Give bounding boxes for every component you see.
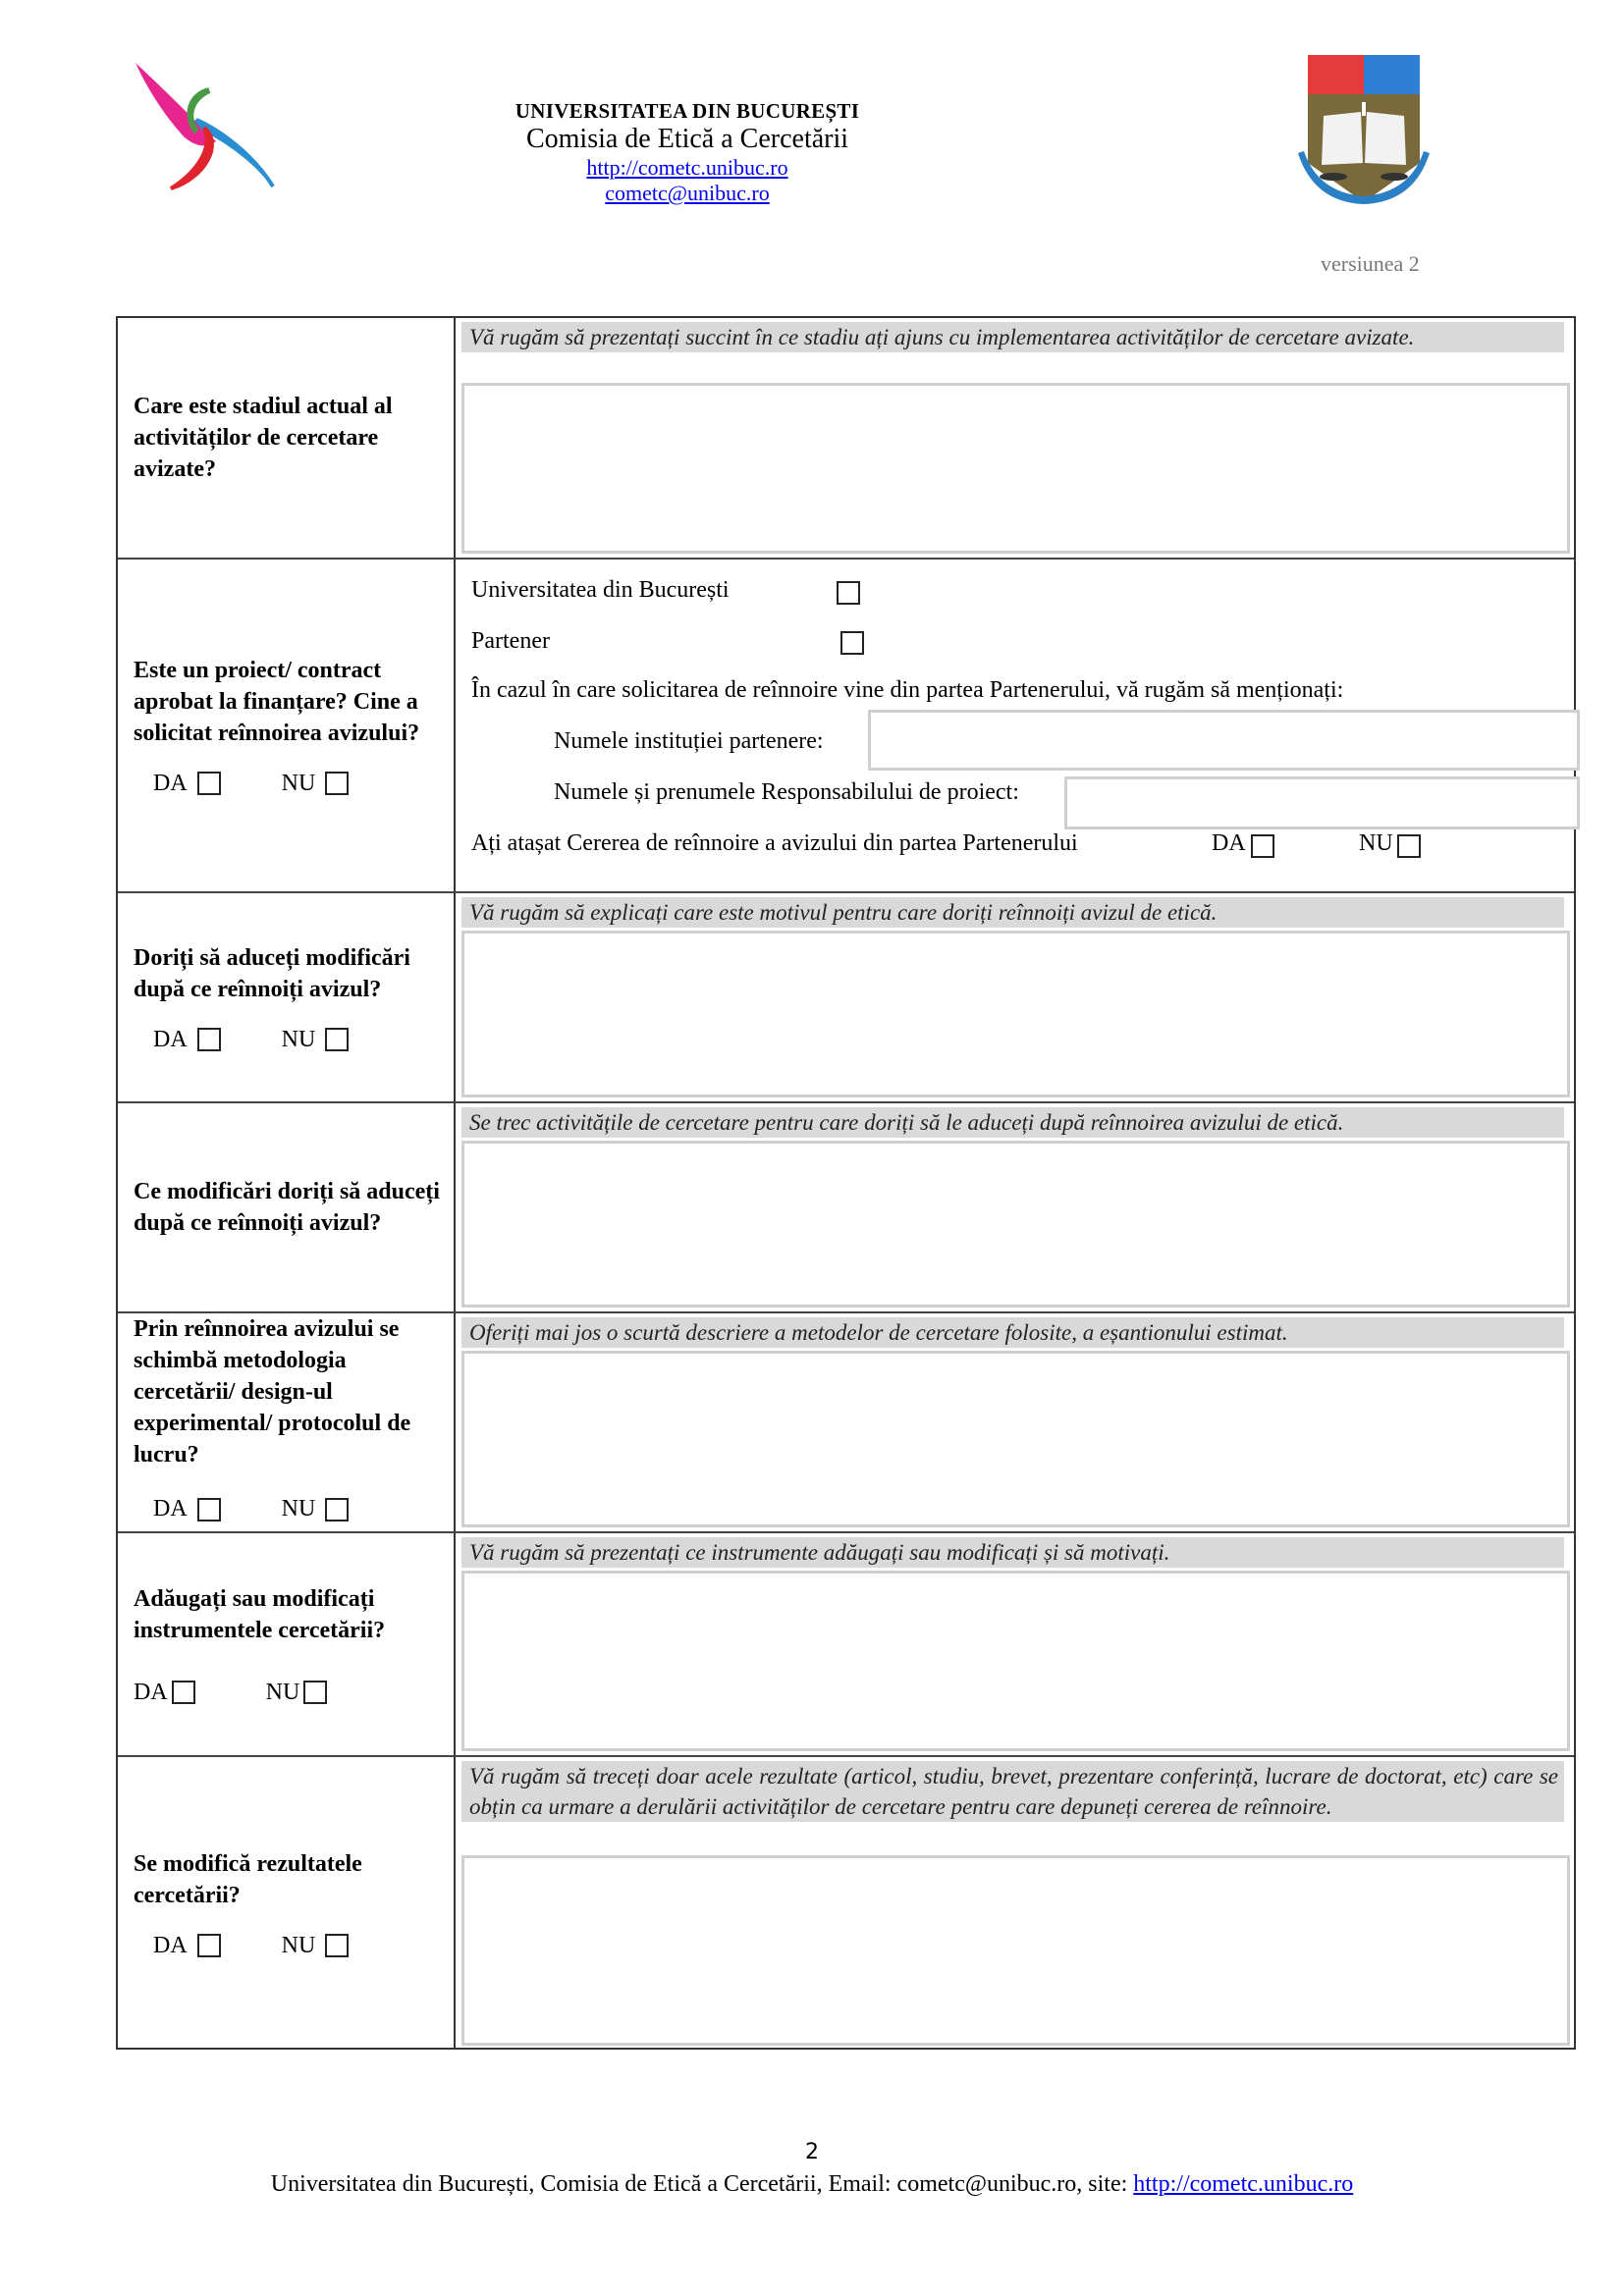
instruction-hint: Se trec activitățile de cercetare pentru care doriți să le aduceți după reînnoirea avizului de etică. [461,1107,1564,1138]
yes-label: DA [153,770,188,796]
question-text: Adăugați sau modificați instrumentele cercetării? [134,1585,386,1643]
question-cell [118,1313,456,1531]
university-checkbox[interactable] [837,581,860,605]
attached-no-checkbox[interactable] [1397,834,1421,858]
instruction-hint: Oferiți mai jos o scurtă descriere a metodelor de cercetare folosite, a eșantionului estimat. [461,1317,1564,1348]
answer-textbox[interactable] [461,1571,1570,1751]
table-row [118,560,1574,893]
answer-textbox[interactable] [461,383,1570,554]
table-row [118,893,1574,1103]
option-partner [471,628,550,655]
yes-no-group [134,1933,440,1959]
answer-cell [456,893,1574,1101]
commission-logo [126,51,283,198]
answer-textbox[interactable] [461,1855,1570,2046]
website-link[interactable]: http://cometc.unibuc.ro [586,155,788,180]
question-cell [118,1757,456,2050]
question-text: Prin reînnoirea avizului se schimbă metodologia cercetării/ design-ul experimental/ protocolul de lucru? [134,1316,411,1468]
yes-label: DA [134,1679,168,1705]
partner-institution-label: Numele instituției partenere: [554,728,824,754]
page-footer [0,2171,1624,2198]
question-cell [118,560,456,891]
question-text: Ce modificări doriți să aduceți după ce reînnoiți avizul? [134,1179,440,1236]
yes-checkbox[interactable] [172,1681,195,1704]
attached-yes-checkbox[interactable] [1251,834,1274,858]
yes-label: DA [153,1026,188,1052]
no-checkbox[interactable] [325,1028,349,1051]
project-manager-label: Numele și prenumele Responsabilului de proiect: [554,779,1019,805]
instruction-hint: Vă rugăm să prezentați succint în ce stadiu ați ajuns cu implementarea activităților de cercetare avizate. [461,322,1564,352]
answer-cell [456,1533,1574,1755]
no-label: NU [265,1679,300,1705]
attached-yes-label: DA [1212,830,1246,856]
question-cell [118,893,456,1101]
table-row [118,1757,1574,2050]
university-crest [1294,55,1434,210]
question-text: Care este stadiul actual al activităților de cercetare avizate? [134,394,393,482]
attached-no-label: NU [1359,830,1393,856]
question-text: Este un proiect/ contract aprobat la finanțare? Cine a solicitat reînnoirea avizului? [134,657,420,746]
answer-cell [456,1757,1574,2050]
answer-textbox[interactable] [461,1351,1570,1527]
yes-label: DA [153,1932,188,1958]
answer-cell [456,1313,1574,1531]
instruction-hint: Vă rugăm să prezentați ce instrumente adăugați sau modificați și să motivați. [461,1537,1564,1568]
yes-checkbox[interactable] [197,772,221,795]
table-row [118,318,1574,560]
partner-checkbox[interactable] [840,631,864,655]
question-cell [118,1533,456,1755]
table-row [118,1313,1574,1533]
no-checkbox[interactable] [325,1498,349,1522]
partner-intro-text: În cazul în care solicitarea de reînnoire vine din partea Partenerului, vă rugăm să menționați: [471,677,1344,703]
yes-no-group [134,771,440,797]
no-label: NU [281,770,316,796]
footer-text: Universitatea din București, Comisia de Etică a Cercetării, Email: cometc@unibuc.ro, site: [270,2171,1134,2197]
version-label: versiunea 2 [1321,251,1420,276]
attached-request-label: Ați atașat Cererea de reînnoire a avizului din partea Partenerului [471,830,1078,856]
swirl-logo-icon [126,51,283,198]
question-text: Se modifică rezultatele cercetării? [134,1850,362,1908]
yes-no-group [134,1680,440,1706]
university-name: UNIVERSITATEA DIN BUCUREȘTI [514,99,860,123]
yes-no-group [134,1027,440,1053]
answer-textbox[interactable] [461,1141,1570,1308]
no-checkbox[interactable] [303,1681,327,1704]
table-row [118,1103,1574,1313]
yes-label: DA [153,1496,188,1522]
option-label: Universitatea din București [471,577,730,603]
partner-institution-field[interactable] [868,710,1580,771]
question-text: Doriți să aduceți modificări după ce reînnoiți avizul? [134,944,410,1002]
instruction-hint: Vă rugăm să explicați care este motivul pentru care doriți reînnoiți avizul de etică. [461,897,1564,928]
no-label: NU [281,1026,316,1052]
page-number: 2 [805,2140,819,2164]
commission-name: Comisia de Etică a Cercetării [525,124,849,154]
letterhead [393,98,982,206]
renewal-form-table [116,316,1576,2050]
option-label: Partener [471,628,550,654]
no-checkbox[interactable] [325,1934,349,1957]
no-label: NU [281,1932,316,1958]
project-manager-field[interactable] [1064,776,1580,829]
email-link[interactable]: cometc@unibuc.ro [605,181,770,205]
no-label: NU [281,1496,316,1522]
table-row [118,1533,1574,1757]
no-checkbox[interactable] [325,772,349,795]
answer-cell [456,1103,1574,1311]
question-cell [118,1103,456,1311]
yes-checkbox[interactable] [197,1028,221,1051]
answer-textbox[interactable] [461,931,1570,1097]
question-cell [118,318,456,558]
yes-checkbox[interactable] [197,1934,221,1957]
answer-cell [456,318,1574,558]
yes-checkbox[interactable] [197,1498,221,1522]
answer-cell [456,560,1574,891]
footer-site-link[interactable]: http://cometc.unibuc.ro [1133,2171,1354,2197]
instruction-hint: Vă rugăm să treceți doar acele rezultate (articol, studiu, brevet, prezentare conferință, lucrare de doctorat, etc) care se obțin ca urmare a derulării activităților de cercetare pentru care depuneți cererea de reînnoire. [461,1761,1564,1822]
yes-no-group [134,1496,440,1522]
crest-icon [1294,55,1434,210]
option-university [471,577,730,604]
